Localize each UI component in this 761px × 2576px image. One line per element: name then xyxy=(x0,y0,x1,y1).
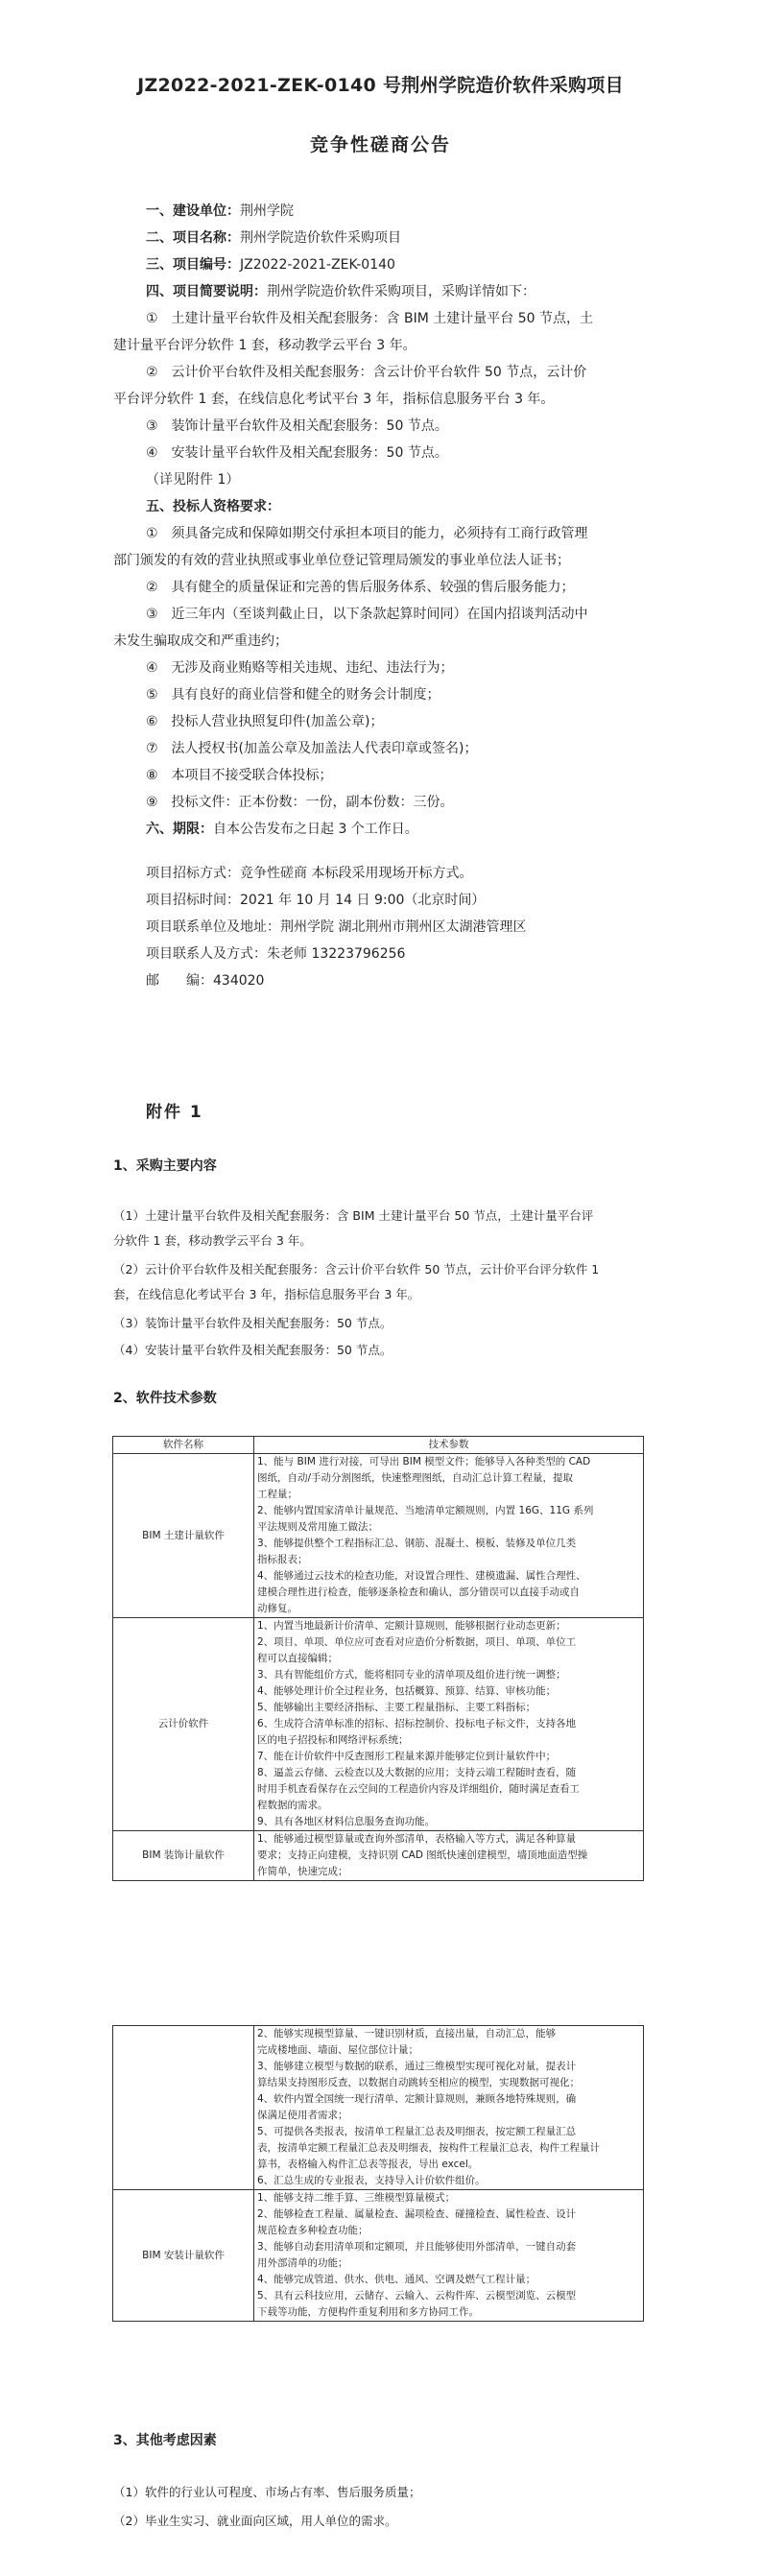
tech-params-cell xyxy=(254,2026,644,2190)
procurement-line: （3）装饰计量平台软件及相关配套服务：50 节点。 xyxy=(113,1316,392,1330)
spec-table-1 xyxy=(112,1436,644,1881)
param-line: 平法规则及常用施工做法； xyxy=(257,1521,378,1533)
param-line: 2、能够检查工程量、属量检查、漏项检查、碰撞检查、属性检查、设计 xyxy=(257,2208,577,2220)
tech-params-cell xyxy=(254,1618,644,1831)
software-name-cell: BIM 装饰计量软件 xyxy=(113,1831,254,1881)
document-title: JZ2022-2021-ZEK-0140 号荆州学院造价软件采购项目 xyxy=(137,75,624,96)
table-row xyxy=(113,2190,644,2322)
param-line: 3、能够自动套用清单项和定额项，并且能够使用外部清单，一键自动套 xyxy=(257,2241,577,2253)
param-line: 9、具有各地区材料信息服务查询功能。 xyxy=(257,1816,436,1827)
param-line: 程可以直接编辑； xyxy=(257,1653,338,1664)
param-line: 3、能够建立模型与数据的联系，通过三维模型实现可视化对量，提表计 xyxy=(257,2061,577,2072)
param-line: 3、能够提供整个工程指标汇总、钢筋、混凝土、模板、装修及单位几类 xyxy=(257,1538,577,1549)
software-name-cell: BIM 安装计量软件 xyxy=(113,2190,254,2322)
param-line: 建模合理性进行检查，能够逐条检查和确认，部分错误可以直接手动或自 xyxy=(257,1586,580,1598)
param-line: 动修复。 xyxy=(257,1603,297,1614)
section-2-line xyxy=(146,228,401,248)
s5-line: ⑦ 法人授权书(加盖公章及加盖法人代表印章或签名)； xyxy=(146,741,478,756)
info-line: 项目招标时间：2021 年 10 月 14 日 9:00（北京时间） xyxy=(146,893,486,908)
spec-table-2 xyxy=(112,2025,644,2322)
param-line: 算结果支持图形反查，以数据自动跳转至相应的模型，实现数据可视化； xyxy=(257,2077,580,2088)
param-line: 5、具有云科技应用，云储存、云输入、云构件库、云模型浏览、云模型 xyxy=(257,2290,577,2302)
param-line: 保满足使用者需求； xyxy=(257,2110,348,2121)
header-software-name: 软件名称 xyxy=(113,1437,254,1454)
param-line: 2、项目、单项、单位应可查看对应造价分析数据，项目、单项、单位工 xyxy=(257,1636,577,1648)
param-line: 8、逼盖云存储、云检查以及大数据的应用；支持云端工程随时查看，随 xyxy=(257,1767,577,1778)
software-name-cell: BIM 土建计量软件 xyxy=(113,1454,254,1618)
section-5-label: 五、投标人资格要求： xyxy=(146,499,280,514)
table-row xyxy=(113,1454,644,1618)
software-name-cell: 云计价软件 xyxy=(113,1618,254,1831)
s4-line: ① 土建计量平台软件及相关配套服务：含 BIM 土建计量平台 50 节点，土 xyxy=(146,311,593,326)
info-line: 邮 编：434020 xyxy=(146,973,265,989)
procurement-line: （2）云计价平台软件及相关配套服务：含云计价平台软件 50 节点，云计价平台评分软件 1 xyxy=(113,1262,600,1276)
param-line: 规范检查多种检查功能； xyxy=(257,2225,369,2236)
param-line: 2、能够实现模型算量、一键识别材质，直接出量，自动汇总，能够 xyxy=(257,2028,557,2039)
s4-line: 建计量平台评分软件 1 套，移动教学云平台 3 年。 xyxy=(113,338,416,353)
section-4-value: 荆州学院造价软件采购项目，采购详情如下： xyxy=(267,284,535,299)
section-6-line xyxy=(146,820,418,839)
table-row xyxy=(113,1831,644,1881)
param-line: 程数据的需求。 xyxy=(257,1800,328,1811)
s5-line: ① 须具备完成和保障如期交付承担本项目的能力，必须持有工商行政管理 xyxy=(146,526,588,541)
param-line: 4、能够处理计价全过程业务，包括概算、预算、结算、审核功能； xyxy=(257,1685,557,1697)
param-line: 要求；支持正向建模，支持识别 CAD 图纸快速创建模型，墙顶地面造型操 xyxy=(257,1849,588,1861)
section-3-label: 三、项目编号： xyxy=(146,257,240,273)
param-line: 6、生成符合清单标准的招标、招标控制价、投标电子标文件，支持各地 xyxy=(257,1718,577,1729)
param-line: 4、软件内置全国统一现行清单、定额计算规则，兼顾各地特殊规则，确 xyxy=(257,2093,577,2105)
procurement-line: （4）安装计量平台软件及相关配套服务：50 节点。 xyxy=(113,1343,392,1357)
section-2-label: 二、项目名称： xyxy=(146,230,240,246)
param-line: 7、能在计价软件中反查图形工程量来源并能够定位到计量软件中； xyxy=(257,1751,557,1762)
param-line: 表，按清单定额工程量汇总表及明细表，按构件工程量汇总表，构件工程量计 xyxy=(257,2142,600,2154)
param-line: 3、具有智能组价方式，能将相同专业的清单项及组价进行统一调整； xyxy=(257,1669,566,1681)
param-line: 1、能够通过模型算量或查询外部清单，表格输入等方式，满足各种算量 xyxy=(257,1833,577,1845)
s5-line: 未发生骗取成交和严重违约； xyxy=(113,633,288,649)
info-line: 项目招标方式：竞争性磋商 本标段采用现场开标方式。 xyxy=(146,866,473,881)
s5-line: ② 具有健全的质量保证和完善的售后服务体系、较强的售后服务能力； xyxy=(146,580,575,595)
section-2-value: 荆州学院造价软件采购项目 xyxy=(240,230,401,246)
param-line: 工程量； xyxy=(257,1489,297,1500)
header-tech-params: 技术参数 xyxy=(254,1437,644,1454)
s4-line: ③ 装饰计量平台软件及相关配套服务：50 节点。 xyxy=(146,418,448,434)
param-line: 图纸，自动/手动分割图纸，快速整理图纸，自动汇总计算工程量，提取 xyxy=(257,1472,574,1484)
table-header-row xyxy=(113,1437,644,1454)
param-line: 作简单，快速完成； xyxy=(257,1866,348,1877)
factor-line: （2）毕业生实习、就业面向区域，用人单位的需求。 xyxy=(113,2514,397,2528)
param-line: 2、能够内置国家清单计量规范、当地清单定额规则，内置 16G、11G 系列 xyxy=(257,1505,594,1516)
param-line: 完成楼地面、墙面、屋位部位计量； xyxy=(257,2044,418,2056)
section-3-line xyxy=(146,255,395,274)
s4-line: （详见附件 1） xyxy=(146,472,240,488)
s5-line: 部门颁发的有效的营业执照或事业单位登记管理局颁发的事业单位法人证书； xyxy=(113,553,570,568)
param-line: 用外部清单的功能； xyxy=(257,2257,348,2269)
section-4-line xyxy=(146,282,535,301)
param-line: 4、能够完成管道、供水、供电、通风、空调及燃气工程计量； xyxy=(257,2274,536,2285)
section-4-label: 四、项目简要说明： xyxy=(146,284,267,299)
section-1-value: 荆州学院 xyxy=(240,203,294,219)
section-6-label: 六、期限： xyxy=(146,822,213,837)
param-line: 区的电子招投标和网络评标系统； xyxy=(257,1734,409,1746)
info-line: 项目联系单位及地址：荆州学院 湖北荆州市荆州区太湖港管理区 xyxy=(146,919,527,935)
param-line: 1、内置当地最新计价清单、定额计算规则，能够根据行业动态更新； xyxy=(257,1620,566,1632)
s4-line: ④ 安装计量平台软件及相关配套服务：50 节点。 xyxy=(146,445,448,461)
procurement-line: 套，在线信息化考试平台 3 年，指标信息服务平台 3 年。 xyxy=(113,1287,420,1301)
factor-line: （1）软件的行业认可程度、市场占有率、售后服务质量； xyxy=(113,2485,421,2499)
s5-line: ⑧ 本项目不接受联合体投标； xyxy=(146,768,333,783)
section-3-value: JZ2022-2021-ZEK-0140 xyxy=(240,257,395,273)
appendix-title: 附件 1 xyxy=(146,1103,203,1122)
tech-params-cell xyxy=(254,2190,644,2322)
table-row xyxy=(113,2026,644,2190)
param-line: 下载等功能，方便构件重复利用和多方协同工作。 xyxy=(257,2306,479,2318)
param-line: 时用手机查看保存在云空间的工程造价内容及详细组价，随时满足查看工 xyxy=(257,1783,580,1795)
s5-line: ⑥ 投标人营业执照复印件(加盖公章)； xyxy=(146,714,384,729)
tech-params-cell xyxy=(254,1454,644,1618)
param-line: 6、汇总生成的专业报表，支持导入计价软件组价。 xyxy=(257,2175,486,2186)
param-line: 5、可提供各类报表，按清单工程量汇总表及明细表，按定额工程量汇总 xyxy=(257,2126,577,2137)
procurement-line: 分软件 1 套，移动教学云平台 3 年。 xyxy=(113,1233,312,1248)
s4-line: 平台评分软件 1 套，在线信息化考试平台 3 年，指标信息服务平台 3 年。 xyxy=(113,392,555,407)
info-line: 项目联系人及方式：朱老师 13223796256 xyxy=(146,946,406,962)
procurement-line: （1）土建计量平台软件及相关配套服务：含 BIM 土建计量平台 50 节点，土建计量平台评 xyxy=(113,1208,594,1223)
s4-line: ② 云计价平台软件及相关配套服务：含云计价平台软件 50 节点，云计价 xyxy=(146,365,587,380)
table-row xyxy=(113,1618,644,1831)
param-line: 指标报表； xyxy=(257,1554,308,1565)
tech-params-cell xyxy=(254,1831,644,1881)
s5-line: ⑤ 具有良好的商业信誉和健全的财务会计制度； xyxy=(146,687,440,703)
appendix-section-1-title: 1、采购主要内容 xyxy=(113,1158,217,1174)
param-line: 1、能与 BIM 进行对接，可导出 BIM 模型文件；能够导入各种类型的 CAD xyxy=(257,1456,591,1467)
section-6-value: 自本公告发布之日起 3 个工作日。 xyxy=(213,822,418,837)
param-line: 4、能够通过云技术的检查功能，对设置合理性、建模遗漏、属性合理性、 xyxy=(257,1570,586,1582)
s5-line: ④ 无涉及商业贿赂等相关违规、违纪、违法行为； xyxy=(146,660,454,676)
software-name-cell xyxy=(113,2026,254,2190)
section-1-line xyxy=(146,202,294,221)
s5-line: ⑨ 投标文件：正本份数：一份，副本份数：三份。 xyxy=(146,795,454,810)
param-line: 5、能够输出主要经济指标、主要工程量指标、主要工料指标； xyxy=(257,1702,536,1713)
appendix-section-2-title: 2、软件技术参数 xyxy=(113,1391,217,1406)
section-1-label: 一、建设单位： xyxy=(146,203,240,219)
param-line: 1、能够支持二维手算、三维模型算量模式； xyxy=(257,2192,456,2204)
appendix-section-3-title: 3、其他考虑因素 xyxy=(113,2433,217,2448)
document-subtitle: 竞争性磋商公告 xyxy=(309,134,451,155)
s5-line: ③ 近三年内（至谈判截止日，以下条款起算时间同）在国内招谈判活动中 xyxy=(146,607,588,622)
param-line: 算书，表格输入构件汇总表等报表，导出 excel。 xyxy=(257,2159,479,2170)
